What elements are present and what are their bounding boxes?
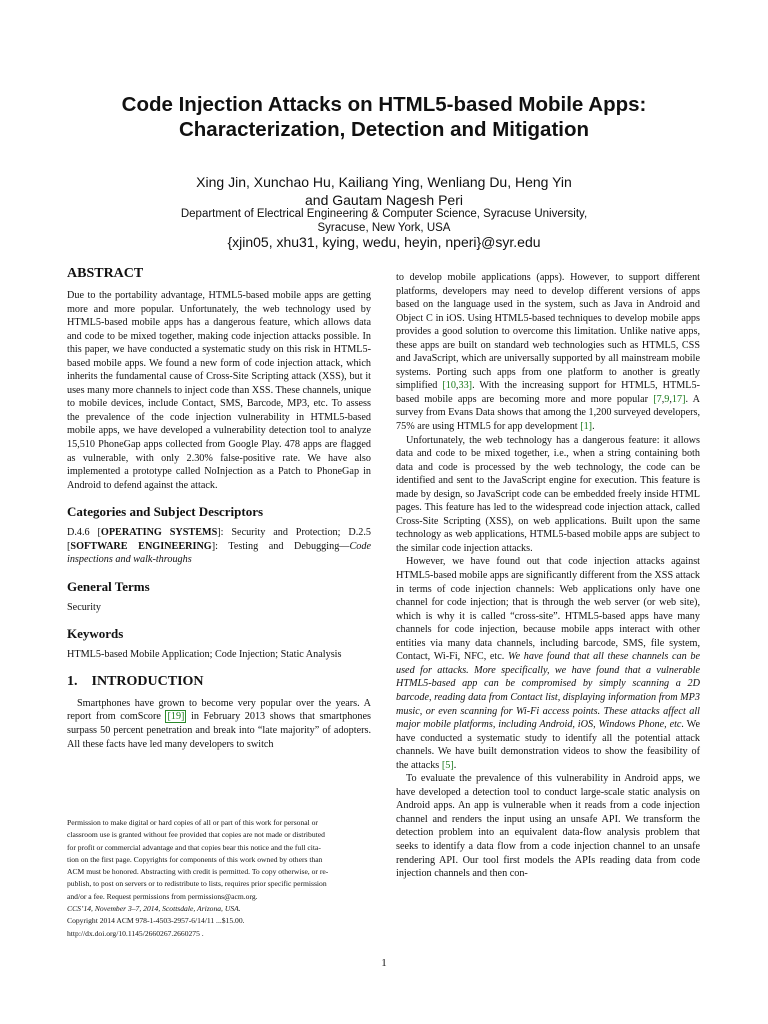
- general-terms-heading: General Terms: [67, 578, 150, 594]
- text-run: We have conducted a systematic study to identify all the potential attack channels. We have built demonstration videos to show the feasibility of the attacks: [396, 719, 700, 771]
- abstract-text: Due to the portability advantage, HTML5-based mobile apps are getting more and more popular. Unfortunately, the web technology used by HTML5-based mobile apps has a dangerous feature, which allows data and code to be mixed together, making code injection attacks possible. In this paper, we have conducted a systematic study on this risk in HTML5-based mobile apps. We found a new form of code injection attack, which inherits the fundamental cause of Cross-Site Scripting attack (XSS), but it uses many more channels to inject code than XSS. These channels, unique to mobile devices, include Contact, SMS, Barcode, MP3, etc. To assess the prevalence of the code injection vulnerability in HTML5-based mobile apps, we have developed a vulnerability detection tool to analyze 15,510 PhoneGap apps collected from Google Play. 478 apps are flagged as vulnerable, with only 2.30% false-positive rate. We have also implemented a prototype called NoInjection as a Patch to PhoneGap in Android to defend against the attack.: [67, 290, 371, 491]
- text-run-italic: We have found that all these channels can be used for attacks. More specifically, we have found that a vulnerable HTML5-based app can be compromised by simply scanning a 2D barcode, reading data from Contact list, displaying information from MP3 music, or even scanning for Wi-Fi access points. These attacks affect all major mobile platforms, including Android, iOS, Windows Phone, etc.: [396, 651, 700, 731]
- categories-bold: SOFTWARE ENGINEERING: [70, 540, 212, 552]
- citation-link[interactable]: [1]: [580, 421, 593, 433]
- affiliation-line-1: Department of Electrical Engineering & Computer Science, Syracuse University,: [180, 208, 588, 220]
- title-line-2: Characterization, Detection and Mitigation: [178, 118, 590, 141]
- categories-bold: OPERATING SYSTEMS: [100, 527, 218, 539]
- intro-paragraph-2: to develop mobile applications (apps). However, to support different platforms, developers may need to develop different versions of apps based on the language used in the system, such as Java in Android and Object C in iOS. Using HTML5-based techniques to develop mobile apps provides a good solution to overcome this limitation. Unlike native apps, these apps are built on standard web technologies such as HTML5, CSS and JavaScript, which are universally supported by all mainstream mobile systems. Porting such apps from one platform to another is greatly simplified [10,33]. With the increasing support for HTML5, HTML5-based mobile apps are becoming more and more popular [7,9,17]. A survey from Evans Data shows that among the 1,200 surveyed developers, 75% are using HTML5 for app development [1].: [396, 272, 701, 433]
- keywords-heading: Keywords: [67, 626, 124, 642]
- categories-part: ]: Testing and Debugging—: [211, 540, 350, 552]
- footnote-line: Permission to make digital or hard copies of all or part of this work for personal or: [67, 818, 318, 827]
- citation-link[interactable]: 17]: [671, 393, 686, 405]
- footnote-line: for profit or commercial advantage and that copies bear this notice and the full cita-: [67, 842, 321, 852]
- citation-link[interactable]: 9: [664, 393, 670, 405]
- footnote-line: ACM must be honored. Abstracting with credit is permitted. To copy otherwise, or re-: [67, 867, 329, 877]
- footnote-line: tion on the first page. Copyrights for components of this work owned by others than: [67, 854, 323, 864]
- abstract-heading: ABSTRACT: [67, 266, 144, 281]
- footnote-line: publish, to post on servers or to redistribute to lists, requires prior specific permission: [67, 879, 327, 889]
- authors-line-2: and Gautam Nagesh Peri: [305, 192, 463, 208]
- intro-paragraph-3: Unfortunately, the web technology has a dangerous feature: it allows data and code to be mixed together, i.e., when a string containing both data and code is processed by the web technology, the code can be identified and sent to the JavaScript engine for execution. This feature is made by design, so JavaScript code can be embedded freely inside HTML pages. This feature has led to the widespread code injection attack, called Cross-Site Scripting (XSS), on web applications. Built upon the same technology as web applications, HTML5-based mobile apps are subject to the similar code injection attacks.: [396, 434, 700, 554]
- footnote-line: Copyright 2014 ACM 978-1-4503-2957-6/14/11 ...$15.00.: [67, 916, 245, 926]
- doi-link[interactable]: http://dx.doi.org/10.1145/2660267.2660275 .: [67, 928, 204, 938]
- introduction-heading: 1. INTRODUCTION: [67, 673, 204, 689]
- paper-title: [40, 92, 728, 142]
- categories-part: ]: Security and Protection; D.2.5 [: [67, 527, 371, 552]
- text-run: . A survey from Evans Data shows that among the 1,200 surveyed developers, 75% are using HTML5 for app development: [396, 393, 701, 433]
- text-run: . With the increasing support for HTML5, HTML5-based mobile apps are becoming more and more popular: [396, 380, 701, 405]
- text-run: .: [592, 421, 595, 433]
- text-run: to develop mobile applications (apps). However, to support different platforms, developers may need to develop different versions of apps based on the language used in the system, such as Java in Android and Object C in iOS. Using HTML5-based techniques to develop mobile apps provides a good solution to overcome this limitation. Unlike native apps, these apps are built on standard web technologies such as HTML5, CSS and JavaScript, which are universally supported by all mainstream mobile systems. Porting such apps from one platform to another is greatly simplified: [396, 272, 700, 392]
- affiliation: [40, 207, 728, 235]
- intro-paragraph-1: [67, 697, 371, 751]
- text-run: However, we have found out that code injection attacks against HTML5-based mobile apps are significantly different from the XSS attack in terms of code injection channels: Web applications only have one channel for code injection; that is through the web server (or web site), which is why it is called “cross-site”. HTML5-based apps have many channels for code injection, because mobile apps interact with other entities via many data channels, including barcode, SMS, file system, Contact, Wi-Fi, NFC, etc.: [396, 556, 700, 663]
- intro-paragraph-5: To evaluate the prevalence of this vulnerability in Android apps, we have developed a detection tool to conduct large-scale static analysis on Android apps. An app is vulnerable when it reads from a code injection channel and renders the input using an unsafe API. We transform the detection problem into an equivalent data-flow analysis problem that seeks to identify a data flow from a code injection channel to an unsafe rendering API. Our tool first models the APIs reading data from code injection channels and then con-: [396, 773, 700, 880]
- authors-line-1: Xing Jin, Xunchao Hu, Kailiang Ying, Wenliang Du, Heng Yin: [196, 174, 572, 190]
- title-line-1: Code Injection Attacks on HTML5-based Mobile Apps:: [121, 93, 647, 116]
- text-run: .: [453, 759, 457, 771]
- categories-part: D.4.6 [: [67, 527, 101, 539]
- copyright-notice: [67, 817, 357, 940]
- categories-text: [67, 526, 371, 567]
- general-terms-text: Security: [67, 601, 101, 613]
- left-column: [67, 265, 371, 751]
- categories-heading: Categories and Subject Descriptors: [67, 504, 264, 520]
- page-number: 1: [381, 957, 387, 969]
- author-emails: {xjin05, xhu31, kying, wedu, heyin, nperi}@syr.edu: [227, 234, 541, 250]
- affiliation-line-2: Syracuse, New York, USA: [317, 222, 451, 234]
- keywords-text: HTML5-based Mobile Application; Code Injection; Static Analysis: [67, 649, 342, 661]
- text-run: in February 2013 shows that smartphones surpass 50 percent penetration and break into “late majority” of adopters. All these facts have led many developers to switch: [67, 711, 371, 750]
- text-run: Smartphones have grown to become very popular over the years. A report from comScore: [67, 697, 371, 723]
- citation-link[interactable]: [7: [653, 393, 662, 405]
- citation-link[interactable]: 33]: [458, 380, 473, 392]
- footnote-line: classroom use is granted without fee provided that copies are not made or distributed: [67, 830, 325, 840]
- footnote-line: CCS’14, November 3–7, 2014, Scottsdale, Arizona, USA.: [67, 904, 241, 914]
- citation-link[interactable]: [10: [442, 380, 456, 392]
- citation-link[interactable]: [19]: [167, 711, 185, 723]
- categories-italic: Code inspections and walk-throughs: [67, 540, 371, 566]
- footnote-line: and/or a fee. Request permissions from permissions@acm.org.: [67, 891, 258, 901]
- citation-link[interactable]: [5]: [441, 759, 454, 771]
- intro-paragraph-4: [396, 555, 700, 772]
- right-column: [396, 271, 700, 881]
- author-list: [40, 173, 728, 209]
